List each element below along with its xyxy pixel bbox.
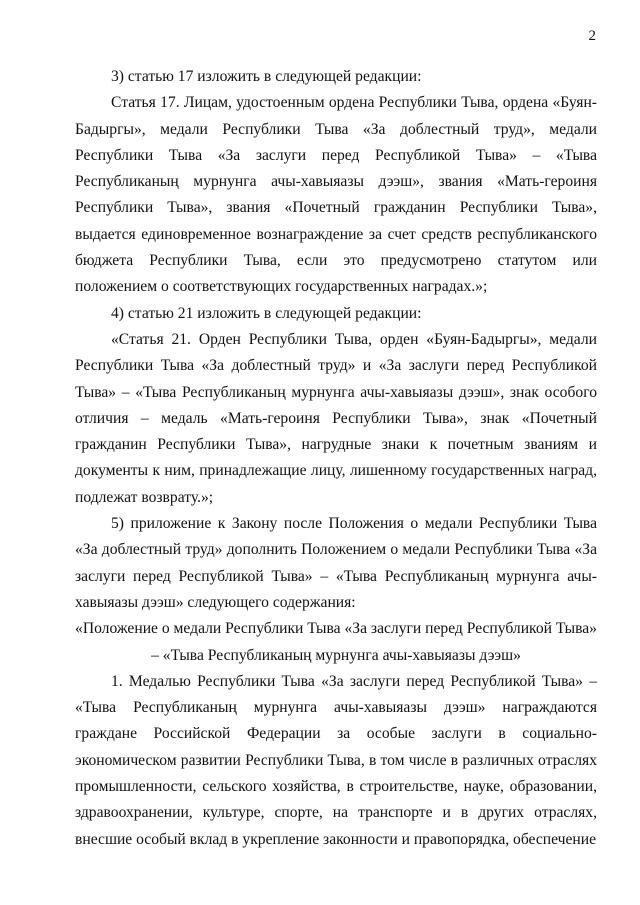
page-number: 2 [588, 28, 596, 44]
article-21-text: «Статья 21. Орден Республики Тыва, орден «Буян-Бадыргы», медали Республики Тыва «За доблестный труд» и «За заслуги перед Республикой Тыва» – «Тыва Республиканың мурнунга ачы-хавыяазы дээш», знак особого отличия – медаль «Мать-героиня Республики Тыва», знак «Почетный гражданин Республики Тыва», нагрудные знаки к почетным званиям и документы к ним, принадлежащие лицу, лишенному государственных наград, подлежат возврату.»; [75, 330, 597, 506]
regulation-title-line-1: «Положение о медали Республики Тыва «За заслуги перед Республикой Тыва» [75, 620, 597, 638]
item-3-intro: 3) статью 17 изложить в следующей редакции: [111, 68, 422, 85]
item-4-intro: 4) статью 21 изложить в следующей редакции: [111, 304, 422, 322]
regulation-point-1: 1. Медалью Республики Тыва «За заслуги перед Республикой Тыва» – «Тыва Республиканың мурнунга ачы-хавыяазы дээш» награждаются граждане Российской Федерации за особые заслуги в социально-экономическом развитии Республики Тыва, в том числе в различных отраслях промышленности, сельского хозяйства, в строительстве, науке, образовании, здравоохранении, культуре, спорте, на транспорте и в других отраслях, внесшие особый вклад в укрепление законности и правопорядка, обеспечение [75, 672, 597, 848]
item-5-intro: 5) приложение к Закону после Положения о медали Республики Тыва «За доблестный труд» дополнить Положением о медали Республики Тыва «За заслуги перед Республикой Тыва» – «Тыва Республиканың мурнунга ачы-хавыяазы дээш» следующего содержания: [75, 515, 597, 611]
regulation-title-line-2: – «Тыва Республиканың мурнунга ачы-хавыяазы дээш» [151, 646, 521, 664]
article-17-text: Статья 17. Лицам, удостоенным ордена Республики Тыва, ордена «Буян-Бадыргы», медали Республики Тыва «За доблестный труд», медали Республики Тыва «За заслуги перед Республикой Тыва» – «Тыва Республиканың мурнунга ачы-хавыяазы дээш», звания «Мать-героиня Республики Тыва», звания «Почетный гражданин Республики Тыва», выдается единовременное вознаграждение за счет средств республиканского бюджета Республики Тыва, если это предусмотрено статутом или положением о соответствующих государственных наградах.»; [75, 94, 597, 296]
document-body [75, 64, 597, 853]
